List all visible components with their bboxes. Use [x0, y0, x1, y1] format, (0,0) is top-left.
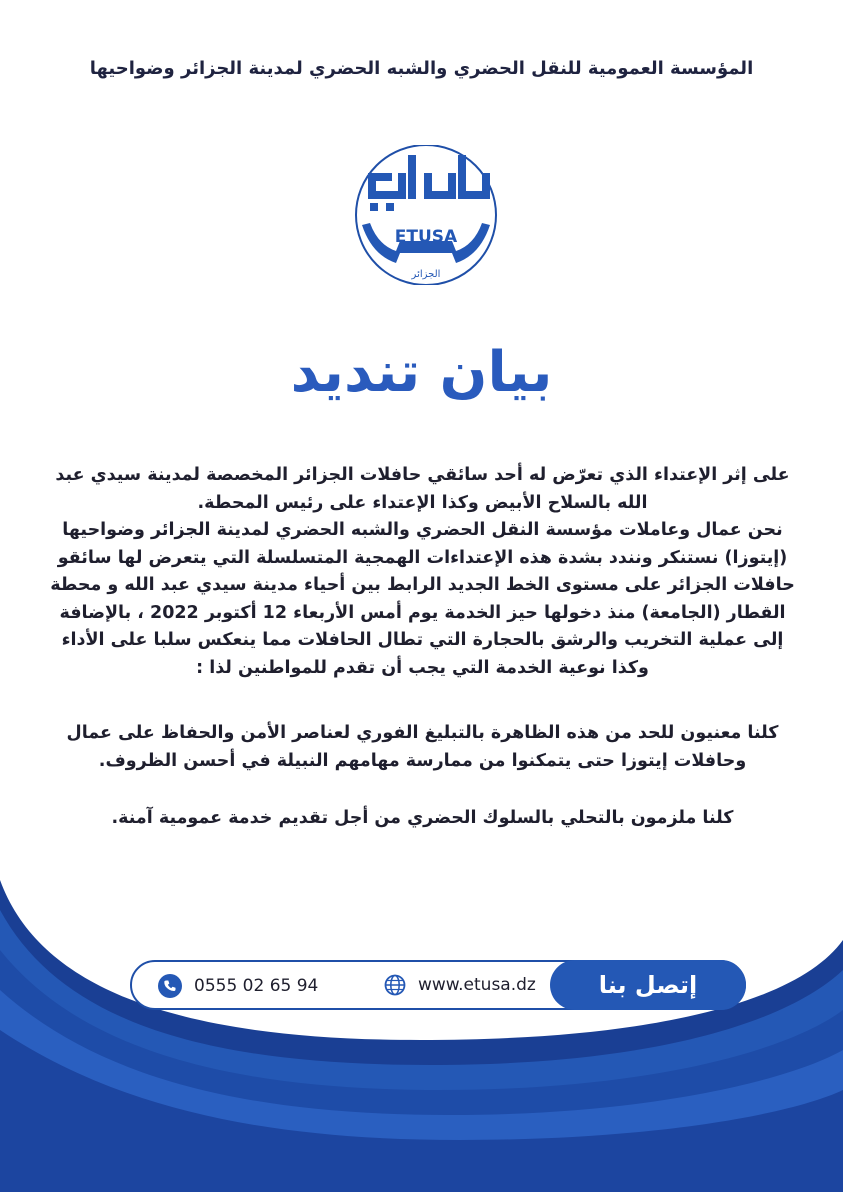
phone-number: 0555 02 65 94 — [194, 976, 319, 996]
statement-body — [50, 462, 795, 833]
paragraph-civic-behavior: كلنا ملزمون بالتحلي بالسلوك الحضري من أجل تقديم خدمة عمومية آمنة. — [111, 808, 734, 828]
logo-acronym-latin: ETUSA — [394, 227, 458, 247]
paragraph-condemnation: نحن عمال وعاملات مؤسسة النقل الحضري والشبه الحضري لمدينة الجزائر وضواحيها (إيتوزا) نستنكر ونندد بشدة هذه الإعتداءات الهمجية المتسلسلة التي يتعرض لها سائقو حافلات الجزائر على مستوى الخط الجديد الرابط بين أحياء مدينة سيدي عبد الله و محطة القطار (الجامعة) منذ دخولها حيز الخدمة يوم أمس الأربعاء 12 أكتوبر 2022 ، بالإضافة إلى عملية التخريب والرشق بالحجارة التي تطال الحافلات مما ينعكس سلبا على الأداء وكذا نوعية الخدمة التي يجب أن تقدم للمواطنين لذا : — [50, 520, 795, 678]
organization-header: المؤسسة العمومية للنقل الحضري والشبه الحضري لمدينة الجزائر وضواحيها — [89, 58, 754, 79]
phone-link[interactable] — [158, 974, 318, 998]
globe-icon — [384, 974, 406, 996]
phone-icon — [158, 974, 182, 998]
decorative-waves — [0, 880, 843, 1192]
website-text: www.etusa.dz — [418, 975, 536, 995]
contact-bar — [130, 960, 746, 1010]
contact-us-label: إتصل بنا — [550, 960, 746, 1010]
website-link[interactable] — [384, 974, 536, 996]
page-title: بيان تنديد — [290, 340, 553, 405]
paragraph-call-to-report: كلنا معنيون للحد من هذه الظاهرة بالتبليغ الفوري لعناصر الأمن والحفاظ على عمال وحافلات إيتوزا حتى يتمكنوا من ممارسة مهامهم النبيلة في أحسن الظروف. — [66, 723, 779, 771]
paragraph-incident: على إثر الإعتداء الذي تعرّض له أحد سائقي حافلات الجزائر المخصصة لمدينة سيدي عبد الله بالسلاح الأبيض وكذا الإعتداء على رئيس المحطة. — [55, 465, 790, 513]
etusa-logo — [346, 145, 506, 285]
logo-ribbon-text: الجزائر — [411, 269, 441, 280]
